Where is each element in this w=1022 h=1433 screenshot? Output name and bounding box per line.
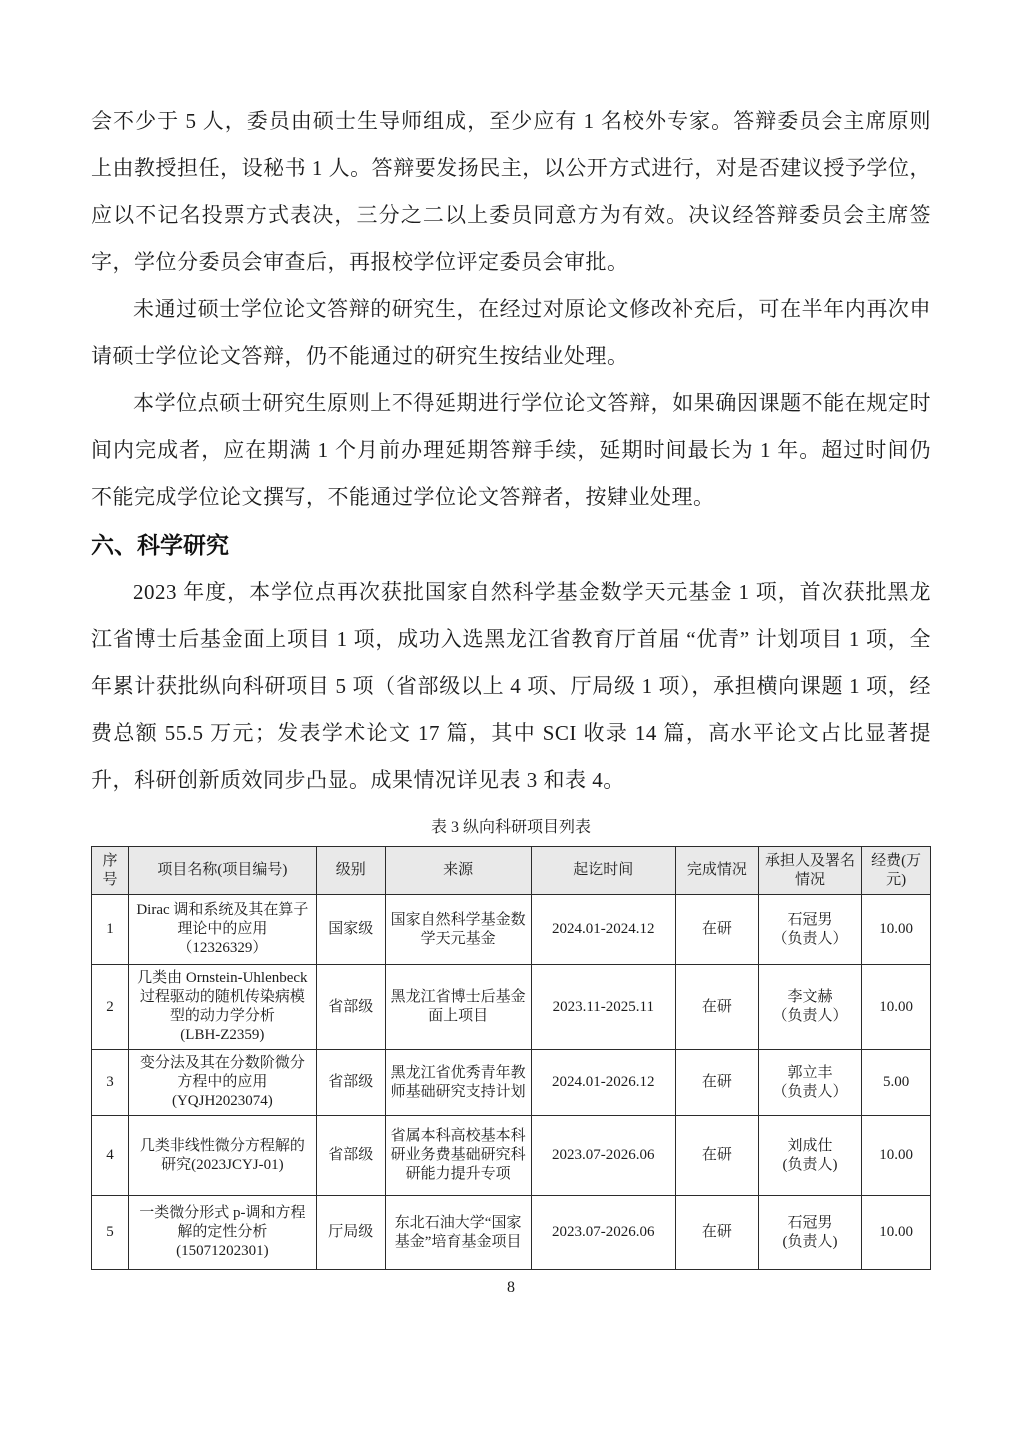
paragraph-failed-defense: 未通过硕士学位论文答辩的研究生，在经过对原论文修改补充后，可在半年内再次申请硕士学位论文答辩，仍不能通过的研究生按结业处理。 (91, 297, 931, 368)
period-cell: 2024.01-2024.12 (531, 895, 675, 965)
period-cell: 2023.07-2026.06 (531, 1196, 675, 1270)
undertaker-cell (758, 1116, 861, 1196)
period-cell: 2023.07-2026.06 (531, 1116, 675, 1196)
level-cell: 省部级 (316, 1116, 385, 1196)
table-body (92, 895, 931, 1270)
col-header-period: 起讫时间 (531, 847, 675, 895)
source-cell: 黑龙江省优秀青年教师基础研究支持计划 (385, 1050, 531, 1116)
fund-cell: 10.00 (862, 895, 931, 965)
col-header-fund: 经费(万元) (862, 847, 931, 895)
undertaker-name: 石冠男 (787, 911, 833, 928)
level-cell: 省部级 (316, 1050, 385, 1116)
undertaker-role: （负责人） (772, 1083, 848, 1100)
source-cell: 省属本科高校基本科研业务费基础研究科研能力提升专项 (385, 1116, 531, 1196)
fund-cell: 10.00 (862, 965, 931, 1050)
project-name-cell (128, 895, 316, 965)
undertaker-role: （负责人） (772, 930, 848, 947)
level-cell: 省部级 (316, 965, 385, 1050)
seq-cell: 3 (92, 1050, 129, 1116)
paragraph-defense-deferral: 本学位点硕士研究生原则上不得延期进行学位论文答辩，如果确因课题不能在规定时间内完成者，应在期满 1 个月前办理延期答辩手续，延期时间最长为 1 年。超过时间仍不能完成学位论文撰写，不能通过学位论文答辩者，按肄业处理。 (91, 391, 931, 509)
level-cell: 国家级 (316, 895, 385, 965)
status-cell: 在研 (675, 1050, 758, 1116)
paragraph-defense-committee: 会不少于 5 人，委员由硕士生导师组成，至少应有 1 名校外专家。答辩委员会主席原则上由教授担任，设秘书 1 人。答辩要发扬民主，以公开方式进行，对是否建议授予学位，应以不记名投票方式表决，三分之二以上委员同意方为有效。决议经答辩委员会主席签字，学位分委员会审查后，再报校学位评定委员会审批。 (91, 109, 931, 274)
fund-cell: 5.00 (862, 1050, 931, 1116)
undertaker-role: （负责人） (772, 1008, 848, 1024)
project-name-cell (128, 1116, 316, 1196)
project-name: 变分法及其在分数阶微分方程中的应用 (139, 1055, 305, 1090)
undertaker-name: 郭立丰 (787, 1064, 833, 1081)
paragraph-research-overview: 2023 年度，本学位点再次获批国家自然科学基金数学天元基金 1 项，首次获批黑龙江省博士后基金面上项目 1 项，成功入选黑龙江省教育厅首届 “优青” 计划项目 1 项，全年累计获批纵向科研项目 5 项（省部级以上 4 项、厅局级 1 项），承担横向课题 1 项，经费总额 55.5 万元；发表学术论文 17 篇，其中 SCI 收录 14 篇，高水平论文占比显著提升，科研创新质效同步凸显。成果情况详见表 3 和表 4。 (91, 580, 931, 792)
status-cell: 在研 (675, 1196, 758, 1270)
table-header (92, 847, 931, 895)
status-cell: 在研 (675, 965, 758, 1050)
status-cell: 在研 (675, 895, 758, 965)
table-row (92, 965, 931, 1050)
project-name-cell (128, 1196, 316, 1270)
vertical-research-projects-table (91, 846, 931, 1270)
period-cell: 2024.01-2026.12 (531, 1050, 675, 1116)
section-heading-scientific-research: 六、科学研究 (91, 532, 229, 558)
seq-cell: 5 (92, 1196, 129, 1270)
table-row (92, 895, 931, 965)
undertaker-role: (负责人) (782, 1233, 838, 1250)
fund-cell: 10.00 (862, 1116, 931, 1196)
page-number: 8 (507, 1279, 515, 1296)
seq-cell: 4 (92, 1116, 129, 1196)
seq-cell: 2 (92, 965, 129, 1050)
project-name: 几类由 Ornstein-Uhlenbeck 过程驱动的随机传染病模型的动力学分析 (137, 970, 308, 1024)
fund-cell: 10.00 (862, 1196, 931, 1270)
undertaker-cell (758, 1050, 861, 1116)
undertaker-name: 李文赫 (787, 989, 833, 1005)
col-header-seq: 序号 (92, 847, 129, 895)
undertaker-cell (758, 895, 861, 965)
undertaker-name: 刘成仕 (787, 1137, 833, 1154)
undertaker-role: (负责人) (782, 1156, 838, 1173)
project-code: (15071202301) (176, 1243, 269, 1259)
project-name: 一类微分形式 p-调和方程解的定性分析 (139, 1205, 306, 1240)
period-cell: 2023.11-2025.11 (531, 965, 675, 1050)
undertaker-name: 石冠男 (787, 1214, 833, 1231)
level-cell: 厅局级 (316, 1196, 385, 1270)
project-name-cell (128, 1050, 316, 1116)
source-cell: 国家自然科学基金数学天元基金 (385, 895, 531, 965)
col-header-status: 完成情况 (675, 847, 758, 895)
status-cell: 在研 (675, 1116, 758, 1196)
project-name: Dirac 调和系统及其在算子理论中的应用 (136, 902, 309, 937)
col-header-source: 来源 (385, 847, 531, 895)
undertaker-cell (758, 965, 861, 1050)
project-name-cell (128, 965, 316, 1050)
table-header-row (92, 847, 931, 895)
undertaker-cell (758, 1196, 861, 1270)
col-header-level: 级别 (316, 847, 385, 895)
table-caption: 表 3 纵向科研项目列表 (430, 819, 591, 836)
project-name: 几类非线性微分方程解的研究(2023JCYJ-01) (139, 1137, 305, 1173)
col-header-undertaker: 承担人及署名情况 (758, 847, 861, 895)
col-header-project-name: 项目名称(项目编号) (128, 847, 316, 895)
table-row (92, 1116, 931, 1196)
project-code: (LBH-Z2359) (180, 1027, 265, 1043)
table-row (92, 1196, 931, 1270)
source-cell: 东北石油大学“国家基金”培育基金项目 (385, 1196, 531, 1270)
project-code: （12326329） (177, 940, 268, 956)
table-row (92, 1050, 931, 1116)
seq-cell: 1 (92, 895, 129, 965)
project-code: (YQJH2023074) (171, 1093, 273, 1109)
source-cell: 黑龙江省博士后基金面上项目 (385, 965, 531, 1050)
